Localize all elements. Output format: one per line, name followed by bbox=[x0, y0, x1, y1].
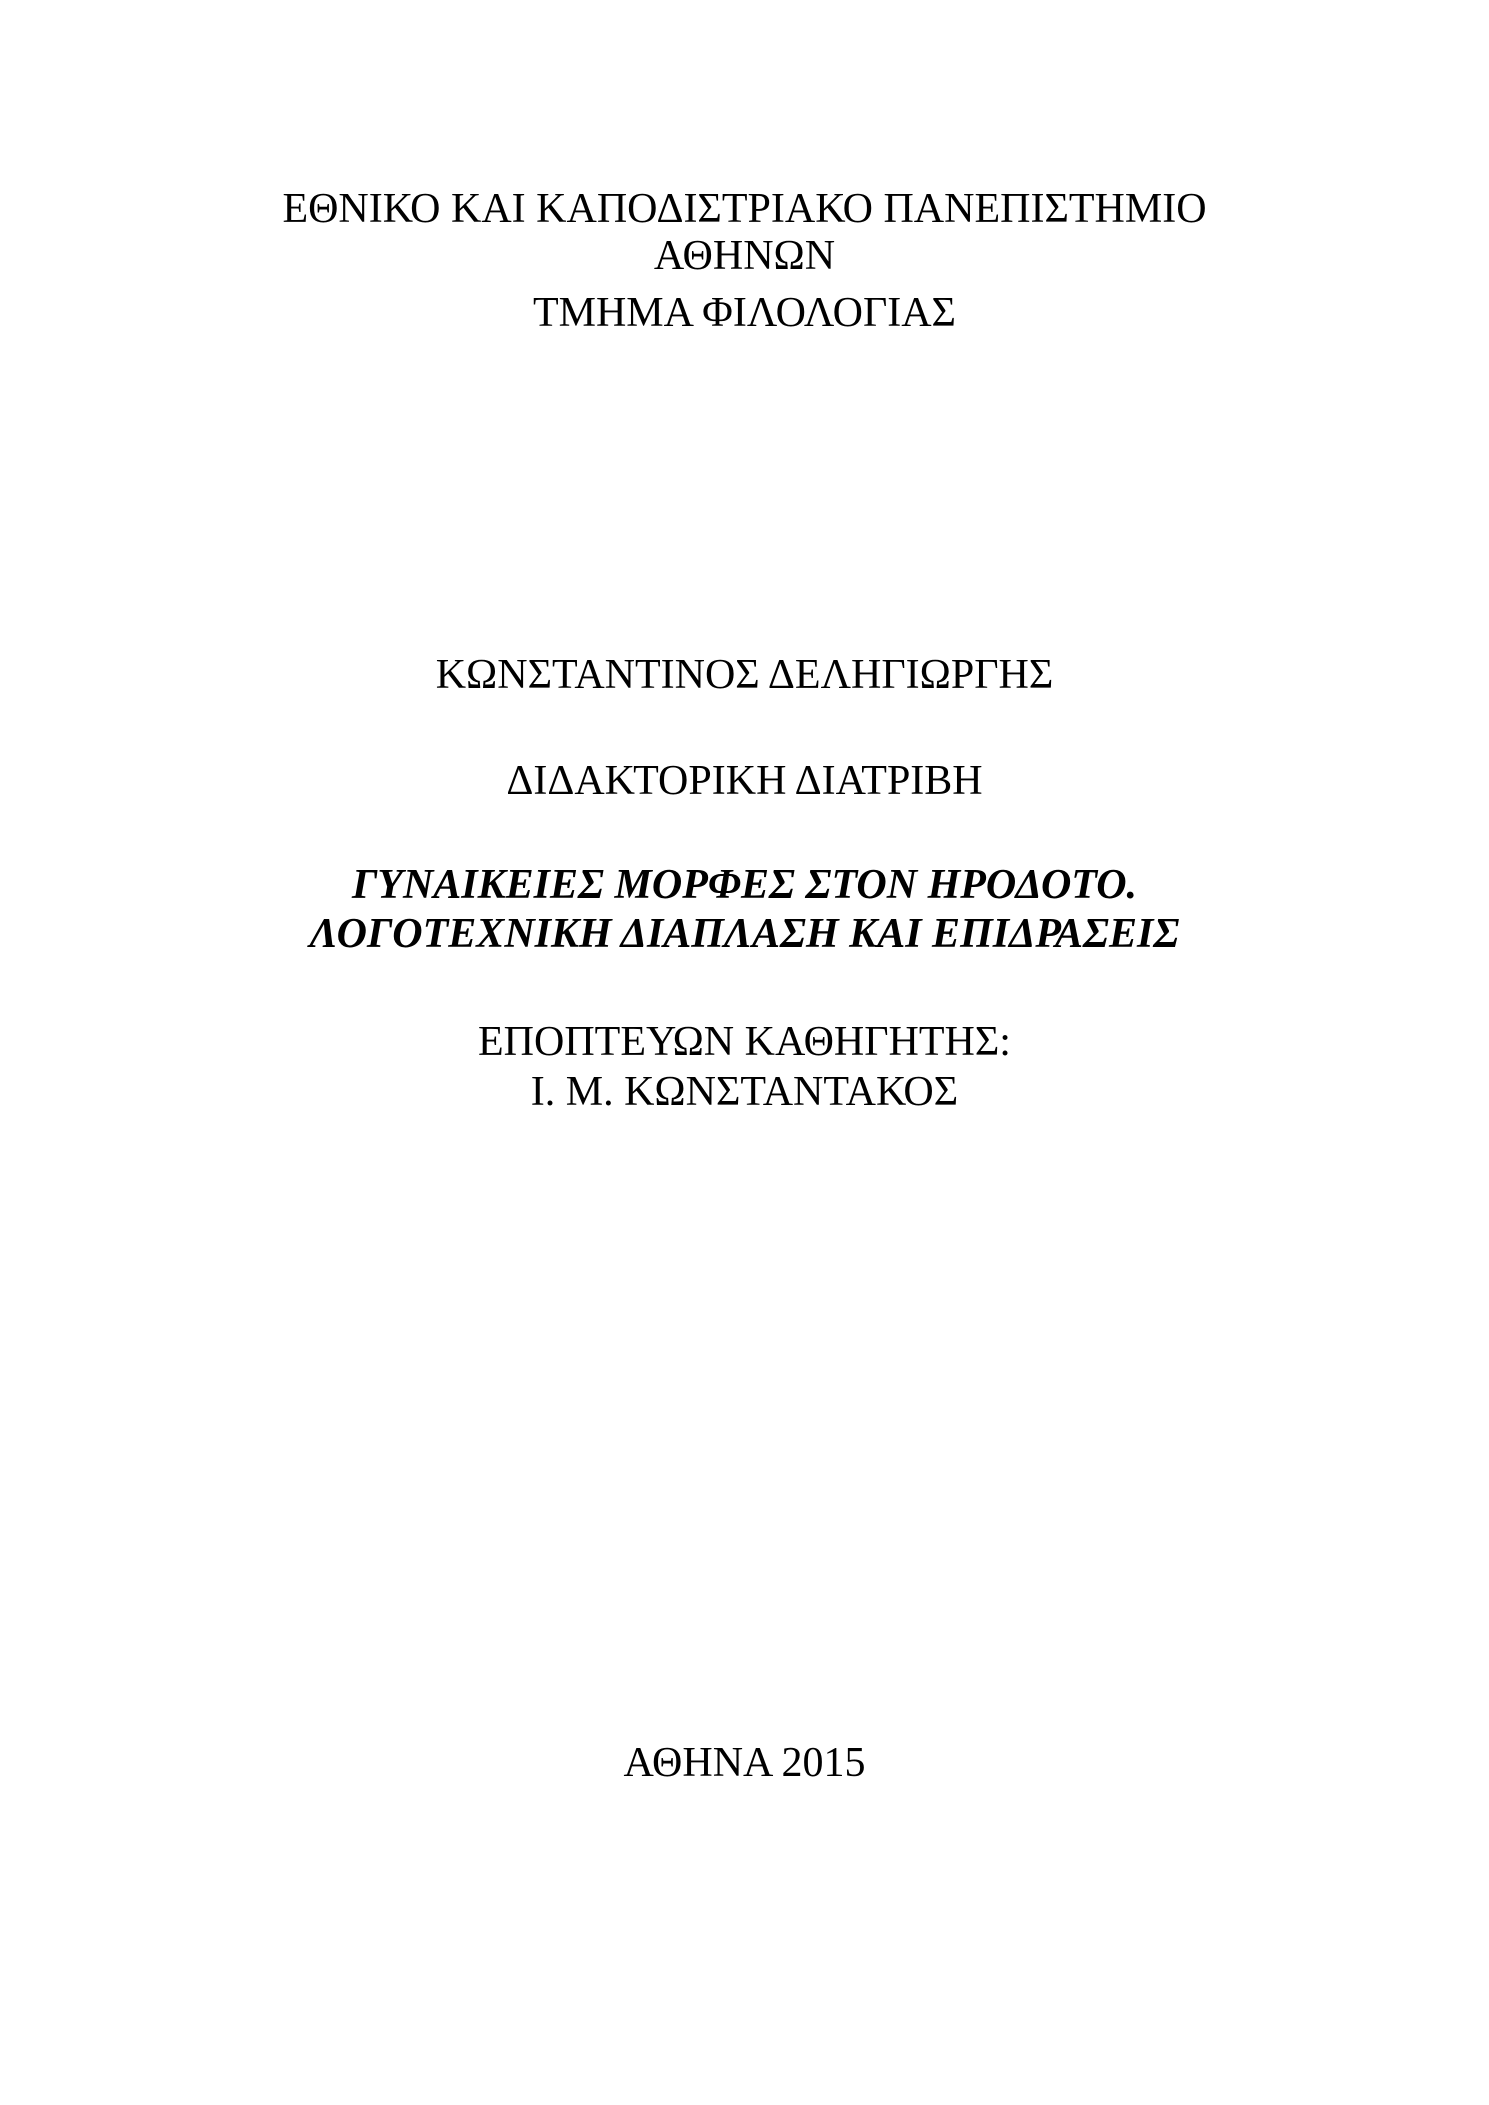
author-name: ΚΩΝΣΤΑΝΤΙΝΟΣ ΔΕΛΗΓΙΩΡΓΗΣ bbox=[435, 652, 1054, 698]
supervisor-label: ΕΠΟΠΤΕΥΩΝ ΚΑΘΗΓΗΤΗΣ: bbox=[478, 1019, 1011, 1065]
university-name-line-2: ΑΘΗΝΩΝ bbox=[653, 233, 836, 279]
department-name: ΤΜΗΜΑ ΦΙΛΟΛΟΓΙΑΣ bbox=[532, 290, 957, 336]
supervisor-name: Ι. Μ. ΚΩΝΣΤΑΝΤΑΚΟΣ bbox=[530, 1069, 959, 1115]
place-and-year: ΑΘΗΝΑ 2015 bbox=[623, 1740, 866, 1786]
document-type: ΔΙΔΑΚΤΟΡΙΚΗ ΔΙΑΤΡΙΒΗ bbox=[506, 758, 983, 804]
thesis-title-line-1: ΓΥΝΑΙΚΕΙΕΣ ΜΟΡΦΕΣ ΣΤΟΝ ΗΡΟΔΟΤΟ. bbox=[351, 862, 1138, 908]
university-name-line-1: ΕΘΝΙΚΟ ΚΑΙ ΚΑΠΟΔΙΣΤΡΙΑΚΟ ΠΑΝΕΠΙΣΤΗΜΙΟ bbox=[282, 186, 1207, 232]
thesis-title-line-2: ΛΟΓΟΤΕΧΝΙΚΗ ΔΙΑΠΛΑΣΗ ΚΑΙ ΕΠΙΔΡΑΣΕΙΣ bbox=[309, 911, 1180, 957]
